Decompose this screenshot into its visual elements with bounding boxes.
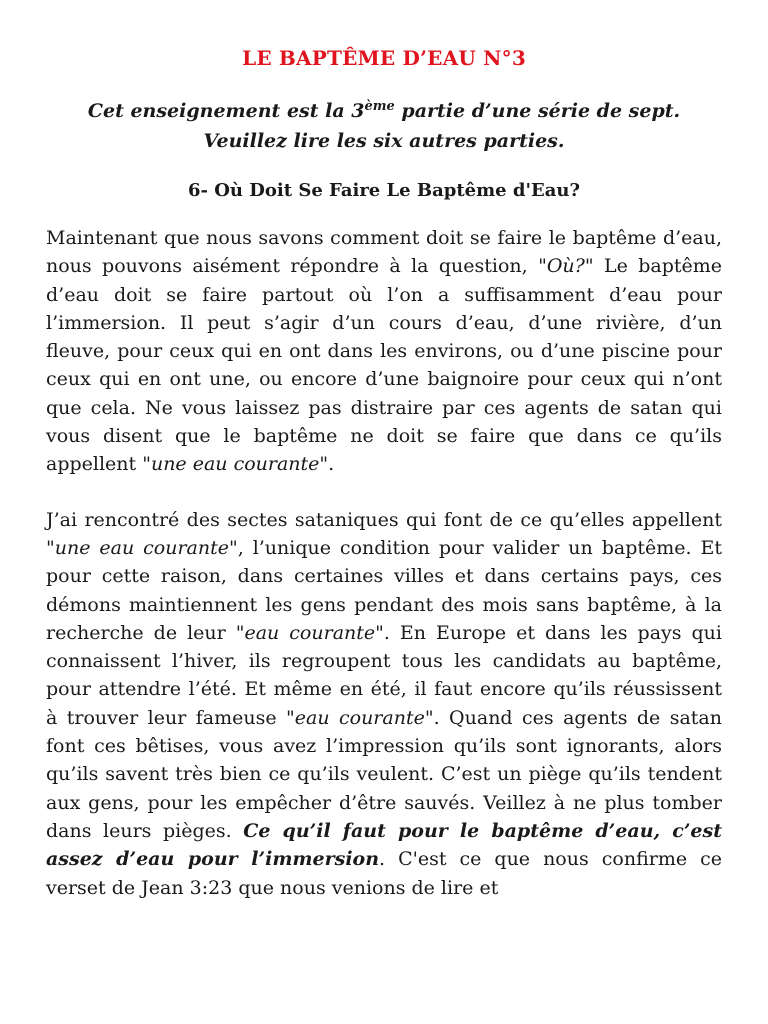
intro-note xyxy=(46,96,722,156)
intro-line2-text: Veuillez lire les six autres parties. xyxy=(203,130,565,152)
intro-line1-end: partie d’une série de sept. xyxy=(394,100,681,122)
p2-quote-1: "une eau courante" xyxy=(46,536,238,559)
intro-superscript: ème xyxy=(364,99,395,114)
p2-text-3: . En Europe et dans les pays qui connaissent l’hiver, ils regroupent tous les candidats au baptême, pour attendre l’été. Et même en été, il faut encore qu’ils réussissent à trouver leur fameuse xyxy=(46,621,722,729)
p1-text-3: . xyxy=(328,453,335,476)
p2-text-2: , l’unique condition pour valider un baptême. Et pour cette raison, dans certaines villes et dans certains pays, ces démons maintiennent les gens pendant des mois sans baptême, à la recherche de leur xyxy=(46,536,722,644)
paragraph-2 xyxy=(46,506,722,902)
p2-quote-3: "eau courante" xyxy=(286,706,434,729)
p1-quote-2: "une eau courante" xyxy=(142,453,329,476)
document-title: LE BAPTÊME D’EAU N°3 xyxy=(242,46,526,70)
document-page xyxy=(46,44,722,929)
p2-quote-2: "eau courante" xyxy=(235,621,384,644)
p2-text-5: . C'est ce que nous confirme ce verset de Jean 3:23 que nous venions de lire et xyxy=(46,848,722,899)
p1-quote-1: "Où?" xyxy=(538,255,594,278)
p2-text-4: . Quand ces agents de satan font ces bêtises, vous avez l’impression qu’ils sont ignorants, alors qu’ils savent très bien ce qu’ils veulent. C’est un piège qu’ils tendent aux gens, pour les empêcher d’être sauvés. Veillez à ne plus tomber dans leurs pièges. xyxy=(46,706,722,842)
paragraph-1 xyxy=(46,224,722,479)
p2-emphasis: Ce qu’il faut pour le baptême d’eau, c’est assez d’eau pour l’immersion xyxy=(46,819,722,871)
p2-text-1: J’ai rencontré des sectes sataniques qui font de ce qu’elles appellent xyxy=(46,508,722,531)
intro-line1-text: Cet enseignement est la 3 xyxy=(87,100,365,122)
p1-text-2: Le baptême d’eau doit se faire partout où l’on a suffisamment d’eau pour l’immersion. Il peut s’agir d’un cours d’eau, d’une rivière, d’un fleuve, pour ceux qui en ont dans les environs, ou d’une piscine pour ceux qui en ont une, ou encore d’une baignoire pour ceux qui n’ont que cela. Ne vous laissez pas distraire par ces agents de satan qui vous disent que le baptême ne doit se faire que dans ce qu’ils appellent xyxy=(46,255,722,476)
section-heading: 6- Où Doit Se Faire Le Baptême d'Eau? xyxy=(187,180,581,201)
p1-text-1: Maintenant que nous savons comment doit se faire le baptême d’eau, nous pouvons aisément répondre à la question, xyxy=(46,227,722,278)
